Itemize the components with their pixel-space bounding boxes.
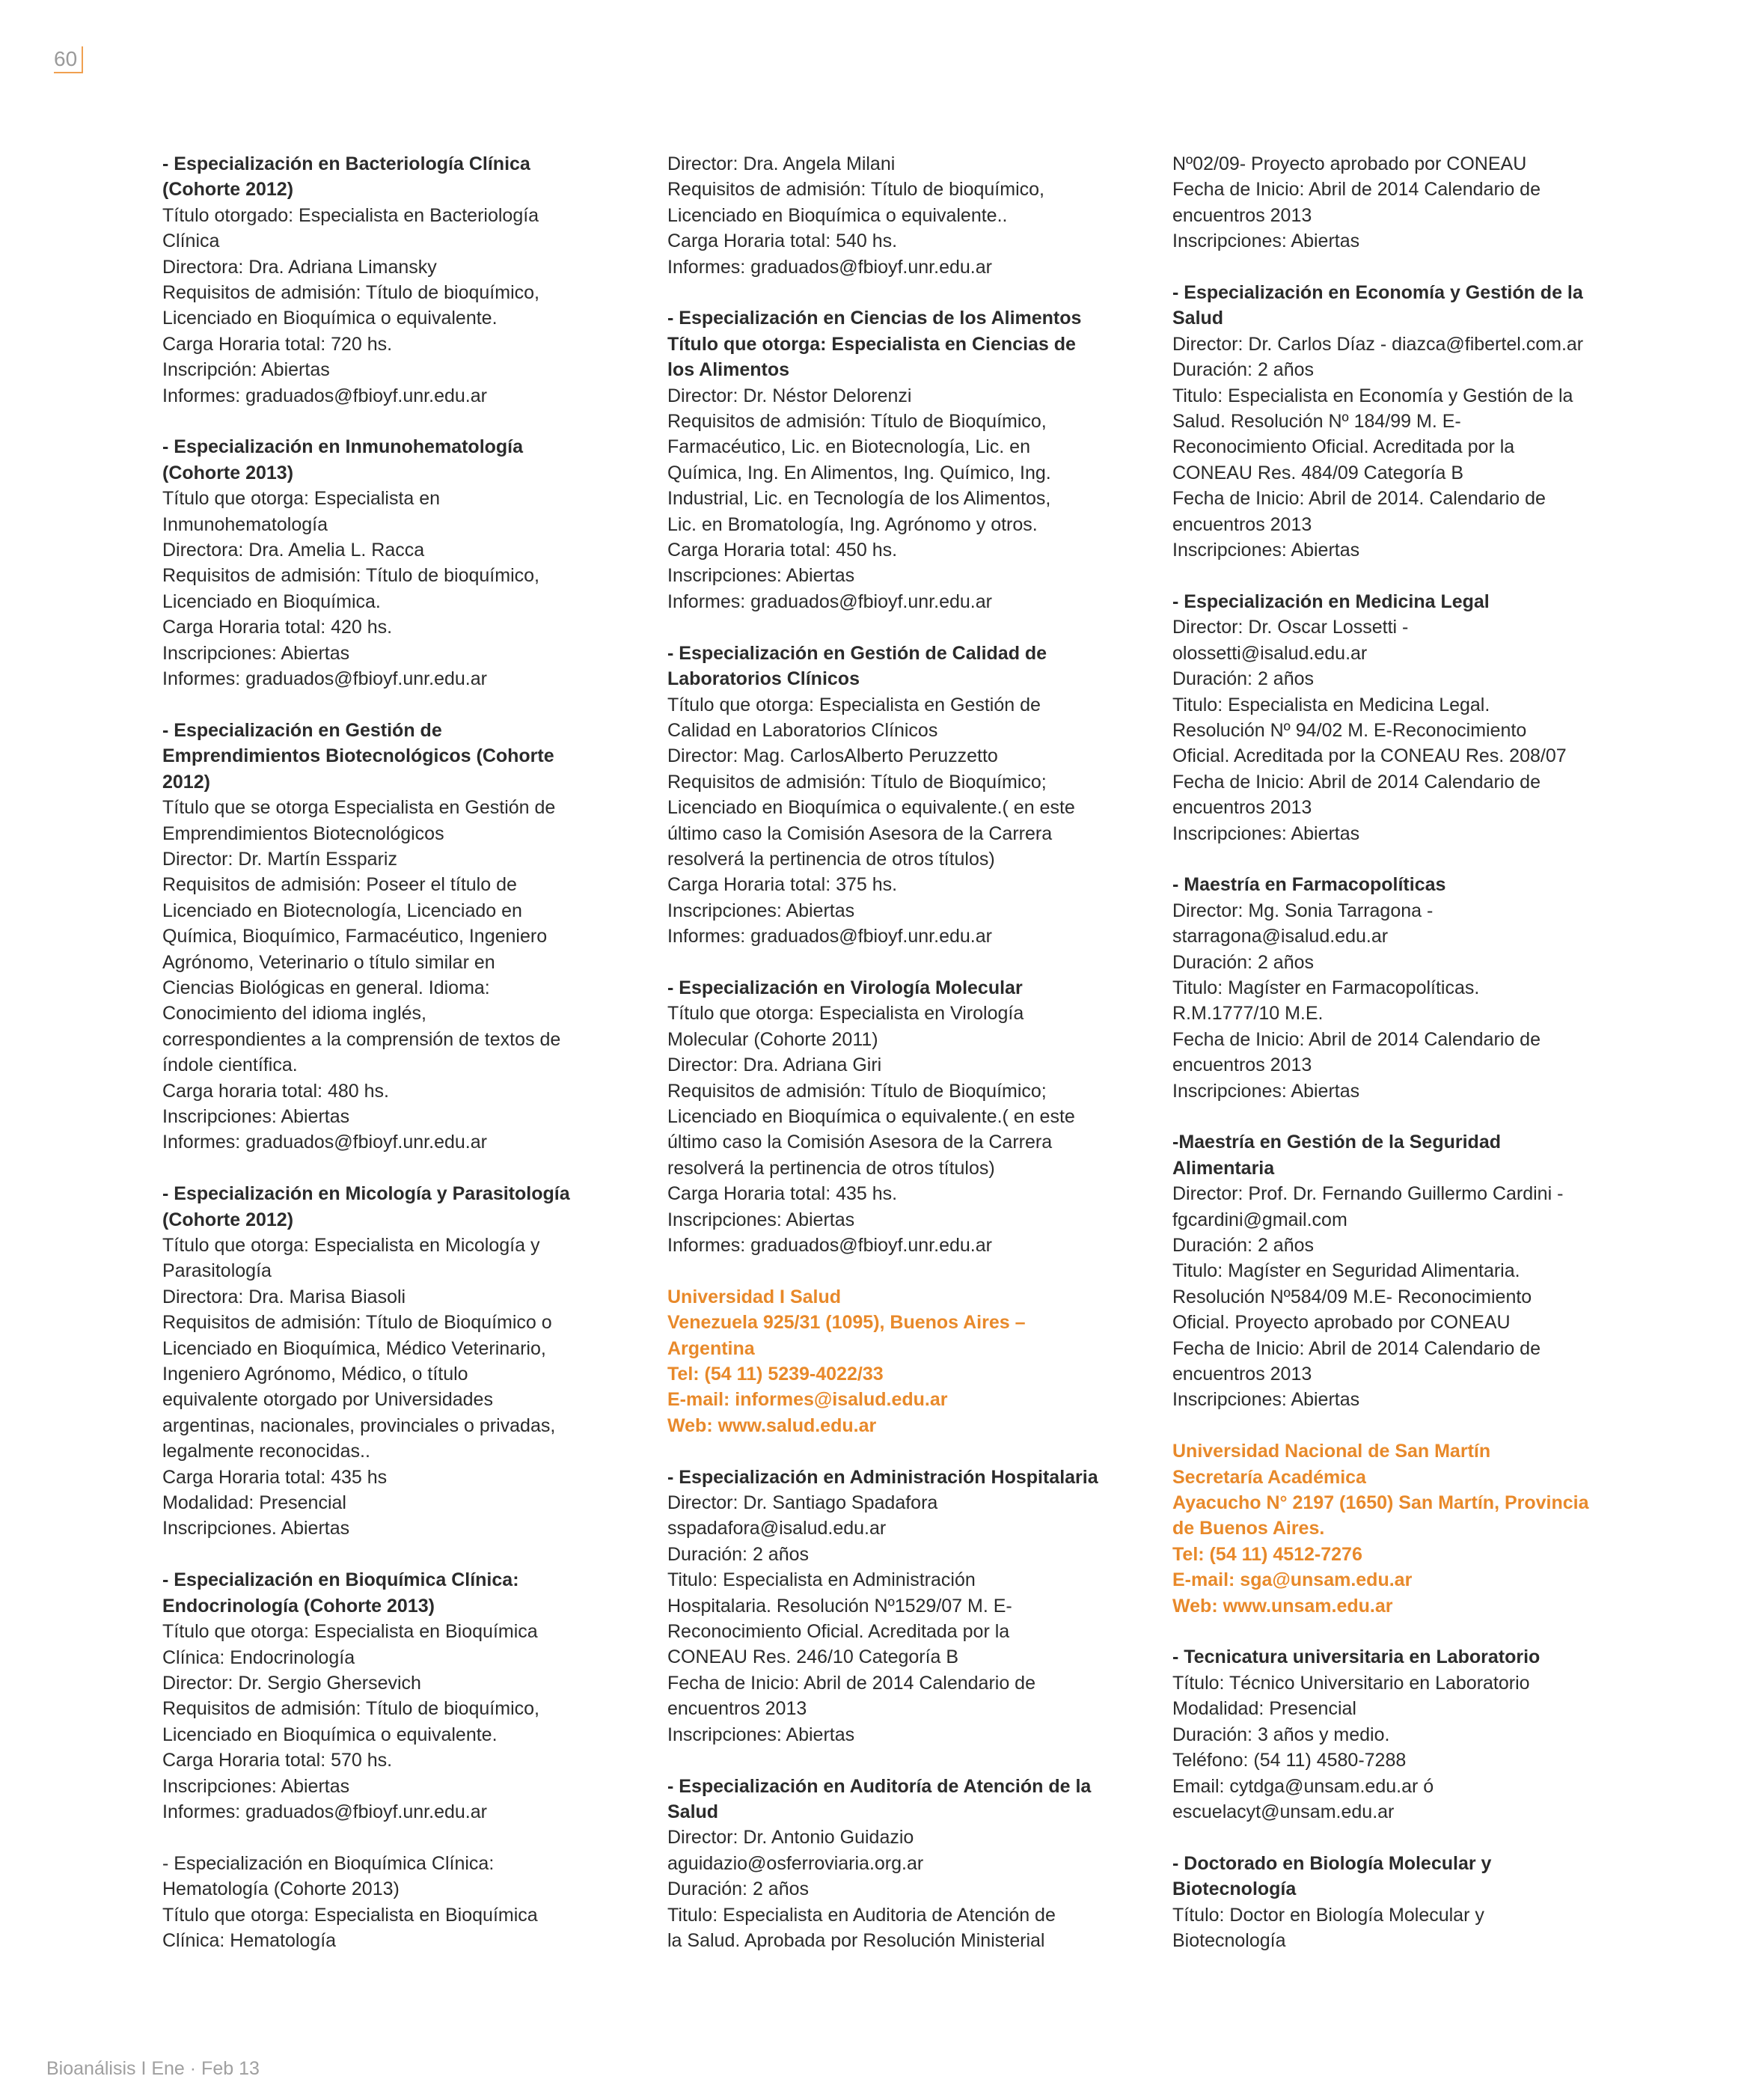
program-entry [162,718,619,1156]
entry-heading-line: - Especialización en Bioquímica Clínica: [162,1569,519,1591]
entry-text-line: Salud. Resolución Nº 184/99 M. E- [1172,411,1461,433]
entry-heading-line: Biotecnología [1172,1878,1297,1900]
entry-text-line: Carga Horaria total: 540 hs. [667,231,898,252]
text-column-3 [1172,151,1629,1980]
entry-text-line: Fecha de Inicio: Abril de 2014 Calendario de [1172,179,1541,201]
entry-text-line: Director: Dra. Adriana Giri [667,1054,882,1076]
entry-text-line: Informes: graduados@fbioyf.unr.edu.ar [162,1132,487,1153]
entry-text-line: Licenciado en Bioquímica. [162,590,381,612]
entry-text-line: Nº02/09- Proyecto aprobado por CONEAU [1172,153,1527,174]
entry-text-line: Clínica: Hematología [162,1929,337,1951]
entry-text-line: Emprendimientos Biotecnológicos [162,822,444,844]
entry-text-line: Directora: Dra. Adriana Limansky [162,256,437,278]
entry-text-line: Título otorgado: Especialista en Bacteriología [162,204,539,226]
entry-text-line: Argentina [667,1337,755,1359]
entry-heading-line: los Alimentos [667,359,789,381]
entry-text-line: Director: Dr. Oscar Lossetti - [1172,617,1409,638]
program-entry [1172,1851,1629,1954]
entry-text-line: Farmacéutico, Lic. en Biotecnología, Lic. en [667,436,1030,458]
entry-heading-line: 2012) [162,771,210,793]
entry-text-line: Secretaría Académica [1172,1466,1366,1488]
entry-text-line: Título que se otorga Especialista en Gestión de [162,797,556,819]
entry-text-line: Inscripciones: Abiertas [162,1775,350,1797]
entry-text-line: escuelacyt@unsam.edu.ar [1172,1801,1395,1822]
entry-text-line: correspondientes a la comprensión de textos de [162,1028,561,1050]
entry-text-line: Inscripciones: Abiertas [1172,1080,1360,1102]
entry-text-line: Director: Mag. CarlosAlberto Peruzzetto [667,745,998,767]
entry-text-line: Ciencias Biológicas en general. Idioma: [162,977,490,998]
page-number: 60 [54,46,83,73]
entry-text-line: de Buenos Aires. [1172,1518,1325,1539]
entry-text-line: Inscripciones: Abiertas [667,1209,855,1230]
entry-text-line: Licenciado en Bioquímica o equivalente. [162,1724,498,1745]
entry-text-line: Duración: 2 años [667,1543,810,1565]
entry-text-line: sspadafora@isalud.edu.ar [667,1518,887,1539]
entry-text-line: último caso la Comisión Asesora de la Carrera [667,1132,1053,1153]
entry-heading-line: - Especialización en Virología Molecular [667,977,1023,998]
entry-text-line: argentinas, nacionales, provinciales o privadas, [162,1414,556,1436]
entry-heading-line: Laboratorios Clínicos [667,668,860,690]
entry-text-line: Duración: 2 años [1172,359,1315,381]
entry-text-line: Hospitalaria. Resolución Nº1529/07 M. E- [667,1595,1012,1617]
entry-text-line: Industrial, Lic. en Tecnología de los Alimentos, [667,488,1051,510]
entry-text-line: fgcardini@gmail.com [1172,1209,1347,1230]
entry-text-line: Inscripciones. Abiertas [162,1518,350,1539]
program-entry [667,1465,1124,1748]
entry-heading-line: Alimentaria [1172,1157,1275,1179]
entry-text-line: Duración: 2 años [1172,951,1315,973]
entry-text-line: Venezuela 925/31 (1095), Buenos Aires – [667,1312,1026,1334]
entry-text-line: Titulo: Magíster en Farmacopolíticas. [1172,977,1480,998]
entry-heading-line: Salud [1172,308,1224,329]
entry-text-line: Requisitos de admisión: Título de Bioquímico, [667,411,1047,433]
entry-text-line: Reconocimiento Oficial. Acreditada por la [667,1621,1010,1643]
program-entry [162,1567,619,1825]
entry-text-line: último caso la Comisión Asesora de la Carrera [667,822,1053,844]
entry-text-line: Molecular (Cohorte 2011) [667,1028,878,1050]
entry-text-line: Informes: graduados@fbioyf.unr.edu.ar [162,668,487,690]
entry-heading-line: (Cohorte 2012) [162,179,294,201]
program-entry [667,151,1124,280]
entry-text-line: Título que otorga: Especialista en [162,488,441,510]
entry-heading-line: Endocrinología (Cohorte 2013) [162,1595,435,1617]
entry-text-line: Requisitos de admisión: Poseer el título de [162,874,517,896]
program-entry [1172,151,1629,254]
entry-text-line: Director: Prof. Dr. Fernando Guillermo Cardini - [1172,1183,1564,1205]
program-entry [667,1774,1124,1954]
entry-text-line: Director: Dr. Carlos Díaz - diazca@fibertel.com.ar [1172,333,1584,355]
entry-text-line: Duración: 2 años [1172,1235,1315,1256]
entry-heading-line: - Especialización en Bacteriología Clínica [162,153,530,174]
entry-text-line: Ayacucho N° 2197 (1650) San Martín, Provincia [1172,1492,1589,1514]
entry-text-line: Titulo: Especialista en Administración [667,1569,976,1591]
entry-text-line: Director: Dr. Sergio Ghersevich [162,1672,421,1694]
entry-text-line: Inscripciones: Abiertas [162,642,350,664]
entry-text-line: Modalidad: Presencial [162,1492,346,1514]
entry-text-line: Fecha de Inicio: Abril de 2014. Calendario de [1172,488,1546,510]
entry-text-line: Director: Dr. Néstor Delorenzi [667,385,912,406]
program-entry [1172,589,1629,846]
entry-text-line: Requisitos de admisión: Título de Bioquímico; [667,1080,1047,1102]
entry-text-line: Resolución Nº584/09 M.E- Reconocimiento [1172,1286,1532,1307]
entry-text-line: encuentros 2013 [1172,1054,1312,1076]
entry-text-line: Hematología (Cohorte 2013) [162,1878,400,1900]
entry-text-line: Carga Horaria total: 435 hs [162,1466,388,1488]
entry-text-line: Biotecnología [1172,1929,1286,1951]
entry-heading-line: - Tecnicatura universitaria en Laboratorio [1172,1646,1541,1668]
entry-text-line: Agrónomo, Veterinario o título similar en [162,951,495,973]
text-column-1 [162,151,619,1980]
entry-text-line: E-mail: informes@isalud.edu.ar [667,1389,948,1411]
entry-text-line: Carga horaria total: 480 hs. [162,1080,389,1102]
entry-text-line: Título que otorga: Especialista en Micología y [162,1235,540,1257]
program-entry [162,434,619,692]
entry-heading-line: Salud [667,1801,719,1822]
entry-heading-line: -Maestría en Gestión de la Seguridad [1172,1132,1502,1153]
entry-text-line: CONEAU Res. 484/09 Categoría B [1172,462,1464,483]
entry-text-line: Carga Horaria total: 420 hs. [162,617,393,638]
entry-text-line: Titulo: Especialista en Economía y Gestión de la [1172,385,1573,406]
entry-text-line: Informes: graduados@fbioyf.unr.edu.ar [162,1801,487,1822]
entry-text-line: Titulo: Magíster en Seguridad Alimentaria. [1172,1260,1520,1282]
entry-text-line: Carga Horaria total: 450 hs. [667,540,898,561]
entry-text-line: Fecha de Inicio: Abril de 2014 Calendario de [667,1672,1035,1694]
entry-text-line: Tel: (54 11) 5239-4022/33 [667,1364,884,1385]
entry-text-line: Requisitos de admisión: Título de bioquímico, [667,179,1044,201]
entry-text-line: Duración: 3 años y medio. [1172,1724,1390,1745]
entry-heading-line: - Especialización en Ciencias de los Alimentos [667,308,1082,329]
entry-heading-line: - Especialización en Medicina Legal [1172,590,1490,612]
entry-heading-line: - Especialización en Inmunohematología [162,436,524,458]
entry-text-line: Modalidad: Presencial [1172,1698,1356,1720]
entry-text-line: R.M.1777/10 M.E. [1172,1003,1324,1025]
entry-text-line: - Especialización en Bioquímica Clínica: [162,1852,495,1874]
entry-text-line: Licenciado en Bioquímica, Médico Veterinario, [162,1337,546,1359]
entry-text-line: Carga Horaria total: 375 hs. [667,874,898,896]
entry-text-line: Inscripciones: Abiertas [1172,1389,1360,1411]
program-entry [162,1181,619,1542]
entry-text-line: Inscripciones: Abiertas [1172,540,1360,561]
entry-text-line: Fecha de Inicio: Abril de 2014 Calendario de [1172,1337,1541,1359]
entry-text-line: Clínica: Endocrinología [162,1646,355,1668]
entry-heading-line: (Cohorte 2012) [162,1209,294,1230]
entry-text-line: Título que otorga: Especialista en Bioquímica [162,1621,538,1643]
entry-text-line: Informes: graduados@fbioyf.unr.edu.ar [667,1235,992,1257]
entry-text-line: Ingeniero Agrónomo, Médico, o título [162,1364,468,1385]
entry-text-line: Carga Horaria total: 435 hs. [667,1183,898,1205]
entry-heading-line: Título que otorga: Especialista en Ciencias de [667,333,1076,355]
entry-text-line: Directora: Dra. Marisa Biasoli [162,1286,406,1307]
entry-text-line: Inscripción: Abiertas [162,359,330,381]
entry-text-line: Director: Dr. Antonio Guidazio [667,1827,914,1849]
entry-heading-line: - Maestría en Farmacopolíticas [1172,874,1446,896]
entry-text-line: Licenciado en Bioquímica o equivalente.. [667,204,1008,226]
entry-heading-line: - Especialización en Micología y Parasitología [162,1183,570,1205]
entry-text-line: Reconocimiento Oficial. Acreditada por la [1172,436,1515,458]
entry-text-line: Requisitos de admisión: Título de bioquímico, [162,282,539,304]
entry-text-line: Inscripciones: Abiertas [667,565,855,587]
entry-text-line: Inmunohematología [162,513,328,535]
entry-text-line: Web: www.salud.edu.ar [667,1414,877,1436]
entry-text-line: Titulo: Especialista en Auditoria de Atención de [667,1904,1056,1926]
institution-block [667,1284,1124,1438]
entry-text-line: Inscripciones: Abiertas [1172,822,1360,844]
institution-block [1172,1438,1629,1619]
entry-text-line: CONEAU Res. 246/10 Categoría B [667,1646,959,1668]
entry-text-line: Título que otorga: Especialista en Gestión de [667,694,1041,715]
entry-heading-line: (Cohorte 2013) [162,462,294,483]
entry-text-line: la Salud. Aprobada por Resolución Ministerial [667,1929,1045,1951]
entry-text-line: Duración: 2 años [1172,668,1315,690]
entry-text-line: Email: cytdga@unsam.edu.ar ó [1172,1775,1434,1797]
entry-text-line: Teléfono: (54 11) 4580-7288 [1172,1750,1407,1771]
entry-text-line: encuentros 2013 [667,1698,807,1720]
entry-text-line: Duración: 2 años [667,1878,810,1900]
entry-text-line: Director: Mg. Sonia Tarragona - [1172,900,1434,921]
entry-text-line: Carga Horaria total: 720 hs. [162,333,393,355]
entry-text-line: Carga Horaria total: 570 hs. [162,1750,393,1771]
entry-text-line: Licenciado en Bioquímica o equivalente.( en este [667,797,1075,819]
entry-text-line: encuentros 2013 [1172,797,1312,819]
program-entry [667,305,1124,614]
entry-text-line: Informes: graduados@fbioyf.unr.edu.ar [162,385,487,406]
program-entry [667,641,1124,950]
entry-text-line: legalmente reconocidas.. [162,1441,370,1462]
entry-text-line: E-mail: sga@unsam.edu.ar [1172,1569,1413,1591]
entry-text-line: equivalente otorgado por Universidades [162,1389,493,1411]
program-entry [162,151,619,409]
entry-text-line: Director: Dr. Martín Esspariz [162,848,397,870]
entry-text-line: starragona@isalud.edu.ar [1172,926,1389,947]
entry-text-line: Inscripciones: Abiertas [667,1724,855,1745]
entry-text-line: Directora: Dra. Amelia L. Racca [162,540,425,561]
entry-text-line: Conocimiento del idioma inglés, [162,1003,426,1025]
entry-text-line: Química, Ing. En Alimentos, Ing. Químico, Ing. [667,462,1051,483]
entry-text-line: Informes: graduados@fbioyf.unr.edu.ar [667,590,992,612]
entry-text-line: Título que otorga: Especialista en Bioquímica [162,1904,538,1926]
entry-heading-line: - Doctorado en Biología Molecular y [1172,1852,1492,1874]
entry-text-line: Licenciado en Bioquímica o equivalente. [162,308,498,329]
entry-text-line: Licenciado en Bioquímica o equivalente.( en este [667,1105,1075,1127]
entry-heading-line: Emprendimientos Biotecnológicos (Cohorte [162,745,554,767]
entry-text-line: Informes: graduados@fbioyf.unr.edu.ar [667,256,992,278]
entry-text-line: Requisitos de admisión: Título de Bioquímico o [162,1312,552,1334]
entry-text-line: Clínica [162,231,220,252]
entry-text-line: resolverá la pertinencia de otros títulos) [667,1157,995,1179]
program-entry [1172,1644,1629,1825]
entry-text-line: Química, Bioquímico, Farmacéutico, Ingeniero [162,926,548,947]
entry-text-line: Universidad I Salud [667,1286,842,1307]
entry-text-line: Informes: graduados@fbioyf.unr.edu.ar [667,926,992,947]
entry-text-line: resolverá la pertinencia de otros títulos) [667,848,995,870]
entry-text-line: índole científica. [162,1054,298,1076]
entry-text-line: Universidad Nacional de San Martín [1172,1441,1491,1462]
entry-text-line: Inscripciones: Abiertas [162,1106,350,1127]
entry-text-line: Oficial. Proyecto aprobado por CONEAU [1172,1312,1511,1334]
entry-heading-line: - Especialización en Gestión de Calidad de [667,642,1047,664]
entry-text-line: Título: Técnico Universitario en Laboratorio [1172,1672,1530,1694]
program-entry [1172,1129,1629,1412]
entry-heading-line: - Especialización en Auditoría de Atención de la [667,1775,1092,1797]
program-entry [162,1851,619,1954]
entry-text-line: Calidad en Laboratorios Clínicos [667,719,938,741]
program-entry [1172,280,1629,563]
entry-text-line: Inscripciones: Abiertas [1172,231,1360,252]
page-footer: Bioanálisis I Ene · Feb 13 [46,2058,260,2079]
entry-text-line: Requisitos de admisión: Título de bioquímico, [162,565,539,587]
entry-text-line: Título: Doctor en Biología Molecular y [1172,1904,1484,1926]
program-entry [667,975,1124,1258]
entry-text-line: Titulo: Especialista en Medicina Legal. [1172,694,1490,715]
entry-text-line: Título que otorga: Especialista en Virología [667,1003,1024,1025]
entry-text-line: Tel: (54 11) 4512-7276 [1172,1543,1362,1565]
entry-text-line: Director: Dra. Angela Milani [667,153,896,174]
entry-text-line: Fecha de Inicio: Abril de 2014 Calendario de [1172,1028,1541,1050]
entry-text-line: olossetti@isalud.edu.ar [1172,642,1368,664]
entry-text-line: aguidazio@osferroviaria.org.ar [667,1852,924,1874]
entry-text-line: Requisitos de admisión: Título de Bioquímico; [667,771,1047,793]
entry-text-line: Parasitología [162,1260,272,1282]
entry-text-line: Inscripciones: Abiertas [667,900,855,921]
entry-text-line: Web: www.unsam.edu.ar [1172,1595,1393,1617]
entry-text-line: encuentros 2013 [1172,204,1312,226]
entry-text-line: encuentros 2013 [1172,1364,1312,1385]
entry-heading-line: - Especialización en Economía y Gestión de la [1172,282,1583,304]
entry-text-line: Licenciado en Biotecnología, Licenciado en [162,900,522,921]
entry-text-line: Director: Dr. Santiago Spadafora [667,1492,938,1514]
entry-heading-line: - Especialización en Administración Hospitalaria [667,1466,1098,1488]
entry-text-line: Resolución Nº 94/02 M. E-Reconocimiento [1172,719,1527,741]
entry-text-line: encuentros 2013 [1172,513,1312,535]
text-column-2 [667,151,1124,1980]
entry-text-line: Fecha de Inicio: Abril de 2014 Calendario de [1172,771,1541,793]
entry-text-line: Lic. en Bromatología, Ing. Agrónomo y otros. [667,513,1038,535]
program-entry [1172,872,1629,1104]
entry-text-line: Requisitos de admisión: Título de bioquímico, [162,1698,539,1720]
entry-text-line: Oficial. Acreditada por la CONEAU Res. 208/07 [1172,745,1567,767]
entry-heading-line: - Especialización en Gestión de [162,719,442,741]
